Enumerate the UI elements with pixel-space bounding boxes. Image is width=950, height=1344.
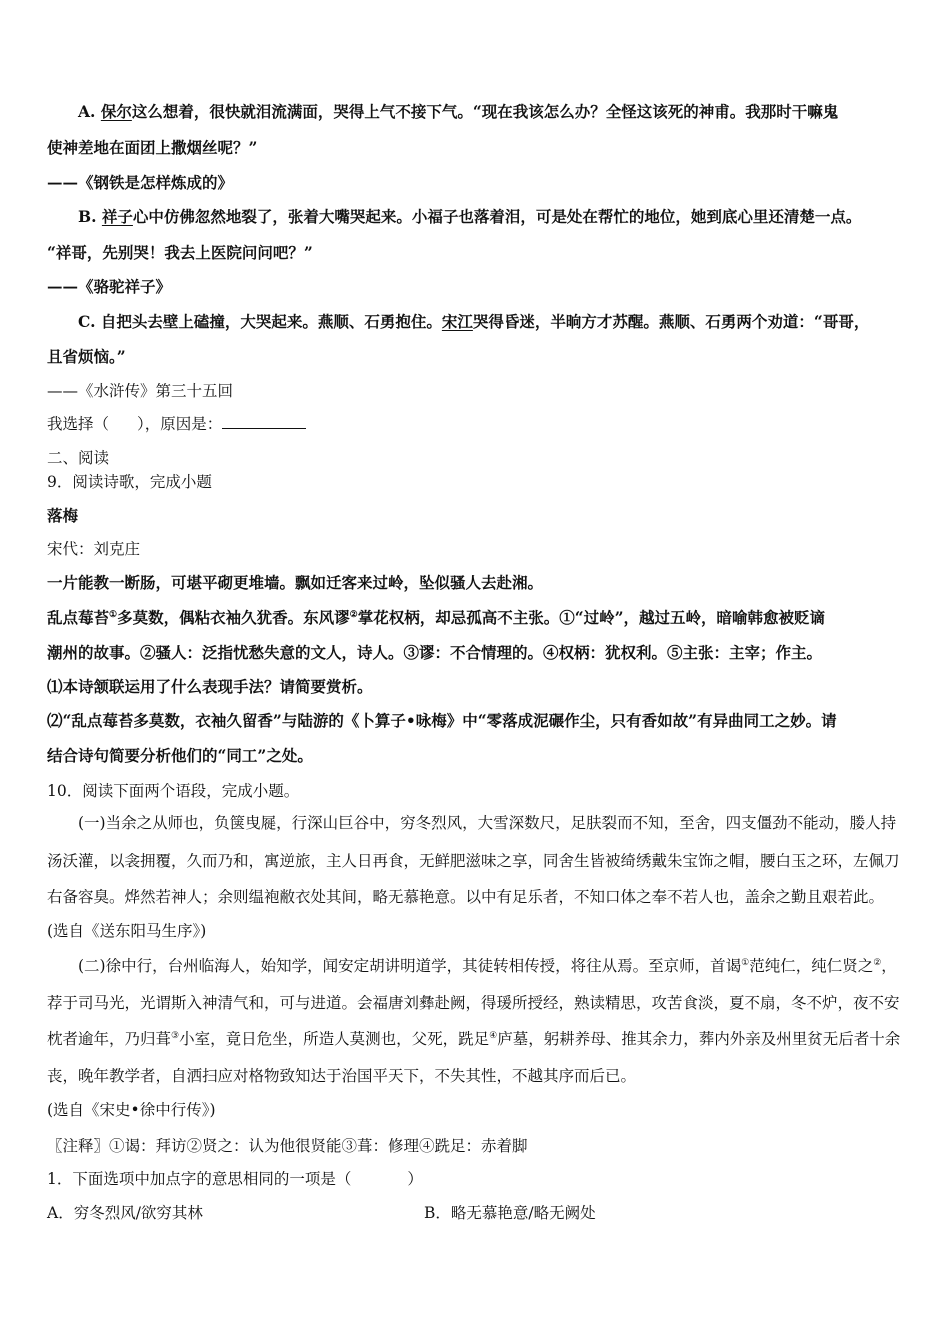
poem-text: 多莫数，偶粘衣袖久犹香。东风谬 xyxy=(117,608,350,627)
passage-text: 小室，竟日危坐，所造人莫测也，父死，跣足 xyxy=(179,1030,490,1048)
q10-title: 10．阅读下面两个语段，完成小题。 xyxy=(47,782,300,800)
passage2-line4: 丧，晚年教学者，自洒扫应对格物致知达于治国平天下，不失其性，不越其序而后已。 xyxy=(47,1067,637,1085)
option-b-line1 xyxy=(78,206,914,228)
passage-text: 枕者逾年，乃归葺 xyxy=(47,1030,172,1048)
annotation-note: 〖注释〗①谒：拜访②贤之：认为他很贤能③葺：修理④跣足：赤着脚 xyxy=(47,1137,528,1155)
footnote-mark: ② xyxy=(873,957,882,968)
footnote-mark: ① xyxy=(741,957,750,968)
q10-sub1-options xyxy=(47,1202,914,1224)
q9-sub2-line1: ⑵“乱点莓苔多莫数，衣袖久留香”与陆游的《卜算子•咏梅》中“零落成泥碾作尘，只有香如故”有异曲同工之妙。请 xyxy=(47,711,837,730)
option-c-line1 xyxy=(78,311,914,333)
option-letter: A. xyxy=(78,102,96,121)
section-title: 二、阅读 xyxy=(47,449,110,467)
choice-middle: ），原因是： xyxy=(137,415,223,433)
footnote-mark: ③ xyxy=(171,1030,180,1041)
answer-blank[interactable] xyxy=(222,414,306,429)
passage2-line1 xyxy=(78,955,914,977)
stem-text: ） xyxy=(407,1170,423,1188)
poem-line2 xyxy=(47,607,914,629)
option-a-line2: 使神差地在面团上撒烟丝呢？” xyxy=(47,138,258,157)
option-text: 自把头去壁上磕撞，大哭起来。燕顺、石勇抱住。 xyxy=(100,312,442,331)
character-name: 保尔 xyxy=(100,102,132,121)
passage1-line2: 汤沃灌，以衾拥覆，久而乃和，寓逆旅，主人日再食，无鲜肥滋味之享，同舍生皆被绮绣戴朱宝饰之帽，腰白玉之环，左佩刀 xyxy=(47,852,900,870)
option-c-source: ——《水浒传》第三十五回 xyxy=(47,382,234,400)
option-letter: B. xyxy=(78,207,97,226)
choice-prefix: 我选择（ xyxy=(47,415,110,433)
passage-text: ， xyxy=(881,957,897,975)
poem-text: 掌花权柄，却忌孤高不主张。①“过岭”，越过五岭，暗喻韩愈被贬谪 xyxy=(357,608,826,627)
character-name: 宋江 xyxy=(441,312,473,331)
option-text: 这么想着，很快就泪流满面，哭得上气不接下气。“现在我该怎么办？全怪这该死的神甫。我那时干嘛鬼 xyxy=(131,102,839,121)
footnote-mark: ④ xyxy=(489,1030,498,1041)
footnote-mark: ① xyxy=(109,609,118,620)
q10-sub1-stem xyxy=(47,1168,914,1190)
character-name: 祥子 xyxy=(101,207,133,226)
passage-text: 庐墓，躬耕养母、推其余力，葬内外亲及州里贫无后者十余 xyxy=(497,1030,901,1048)
poem-text: 乱点莓苔 xyxy=(47,608,110,627)
passage1-line3: 右备容臭。烨然若神人；余则缊袍敝衣处其间，略无慕艳意。以中有足乐者，不知口体之奉不若人也，盖余之勤且艰若此。 xyxy=(47,888,885,906)
option-a-line1 xyxy=(78,101,914,123)
stem-text: 1．下面选项中加点字的意思相同的一项是（ xyxy=(47,1170,352,1188)
option-text: 哭得昏迷，半晌方才苏醒。燕顺、石勇两个劝道：“哥哥， xyxy=(472,312,870,331)
q9-sub2-line2: 结合诗句简要分析他们的“同工”之处。 xyxy=(47,746,313,765)
passage-text: 范纯仁，纯仁贤之 xyxy=(749,957,874,975)
q9-title: 9．阅读诗歌，完成小题 xyxy=(47,473,212,491)
passage-text: (二)徐中行，台州临海人，始知学，闻安定胡讲明道学，其徒转相传授，将往从焉。至京师，首谒 xyxy=(78,957,742,975)
passage2-line3 xyxy=(47,1028,914,1050)
passage1-source: (选自《送东阳马生序》) xyxy=(47,922,207,940)
footnote-mark: ② xyxy=(349,609,358,620)
passage2-line2: 荐于司马光，光谓斯入神清气和，可与进道。会福唐刘彝赴阙，得瑗所授经，熟读精思，攻苦食淡，夏不扇，冬不炉，夜不安 xyxy=(47,994,900,1012)
option-b-source: ——《骆驼祥子》 xyxy=(47,277,172,296)
poem-author: 宋代：刘克庄 xyxy=(47,540,141,558)
passage2-source: (选自《宋史•徐中行传》) xyxy=(47,1101,216,1119)
option-b-line2: “祥哥，先别哭！我去上医院问问吧？” xyxy=(47,243,313,262)
option-b: B．略无慕艳意/略无阙处 xyxy=(424,1204,596,1222)
passage1-line1: (一)当余之从师也，负箧曳屣，行深山巨谷中，穷冬烈风，大雪深数尺，足肤裂而不知，至舍，四支僵劲不能动，媵人持 xyxy=(78,814,897,832)
choice-line xyxy=(47,413,914,435)
q9-sub1: ⑴本诗颔联运用了什么表现手法？请简要赏析。 xyxy=(47,677,373,696)
poem-line1: 一片能教一断肠，可堪平砌更堆墙。飘如迁客来过岭，坠似骚人去赴湘。 xyxy=(47,573,544,592)
option-text: 心中仿佛忽然地裂了，张着大嘴哭起来。小福子也落着泪，可是处在帮忙的地位，她到底心里还清楚一点。 xyxy=(132,207,862,226)
option-letter: C. xyxy=(78,312,96,331)
option-a: A．穷冬烈风/欲穷其林 xyxy=(47,1204,203,1222)
poem-title: 落梅 xyxy=(47,506,79,525)
option-c-line2: 且省烦恼。” xyxy=(47,347,126,366)
poem-notes: 潮州的故事。②骚人：泛指忧愁失意的文人，诗人。③谬：不合情理的。④权柄：犹权利。⑤主张：主宰；作主。 xyxy=(47,643,823,662)
option-a-source: ——《钢铁是怎样炼成的》 xyxy=(47,173,234,192)
